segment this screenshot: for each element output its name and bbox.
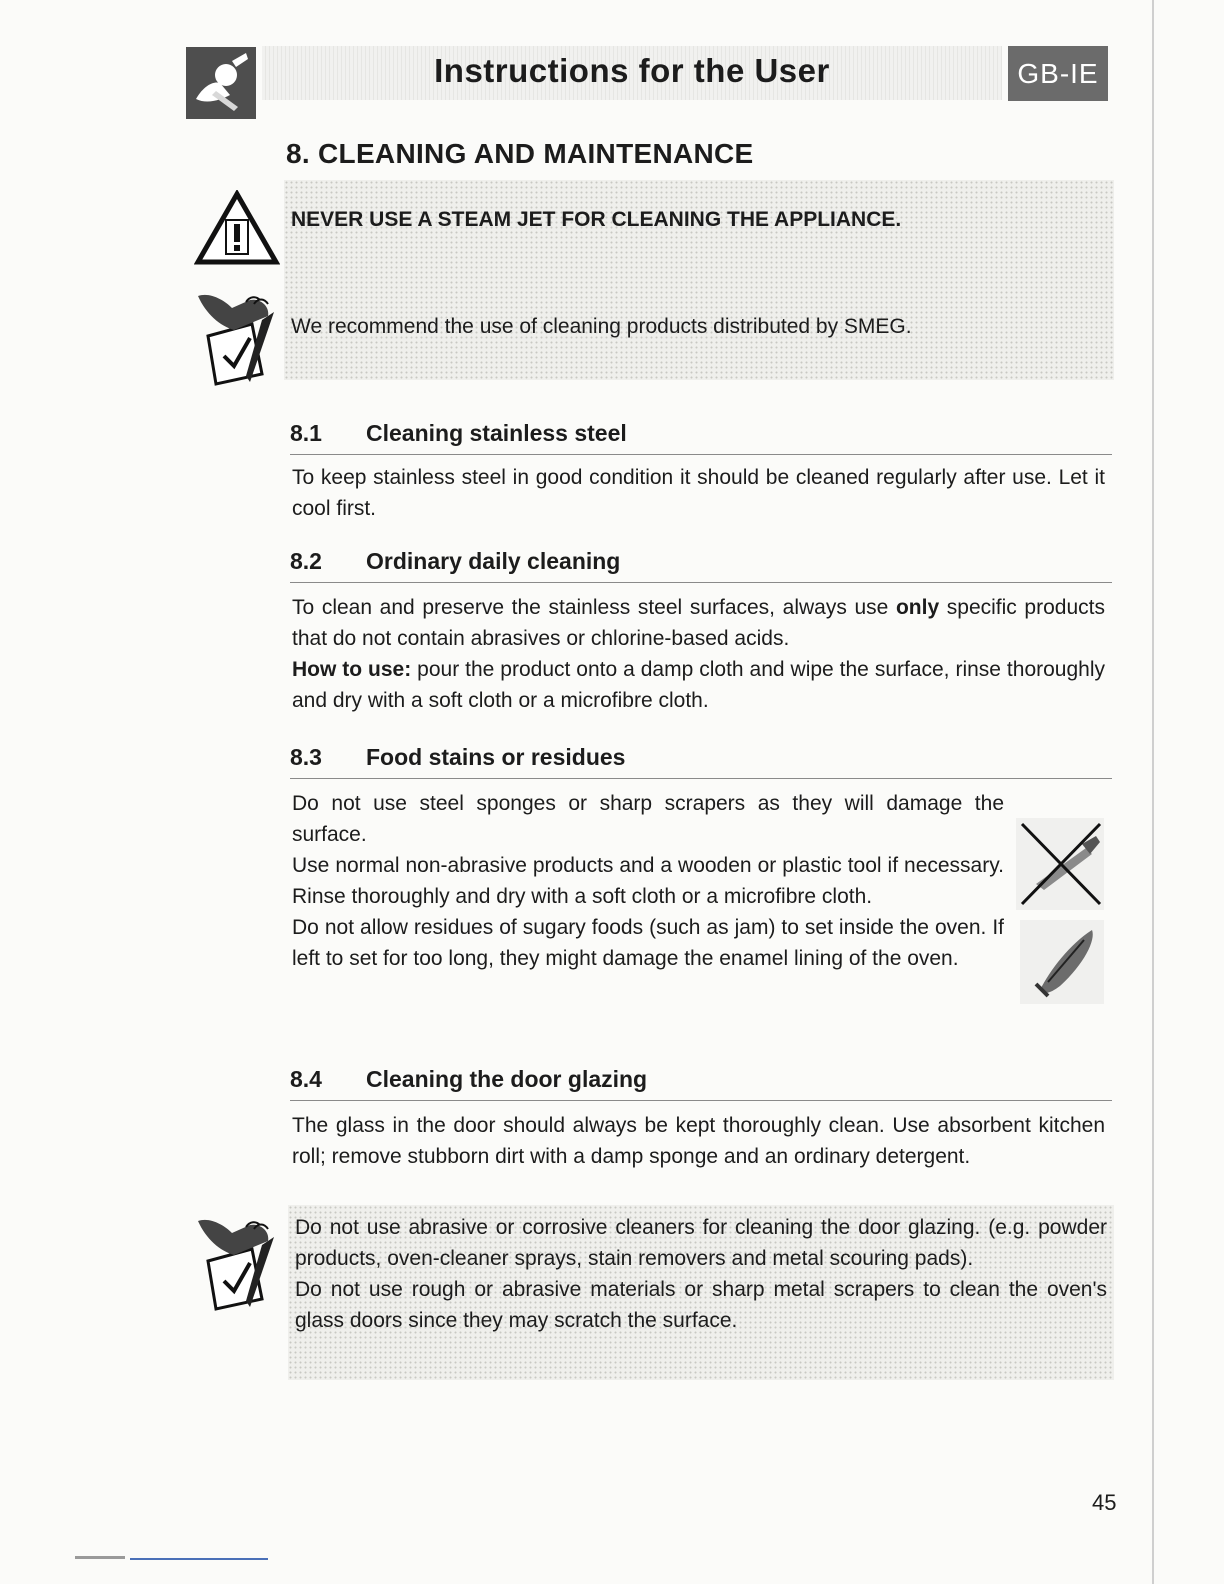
section-8-1-heading <box>290 420 1112 455</box>
paragraph: Do not use abrasive or corrosive cleaners for cleaning the door glazing. (e.g. powder products, oven-cleaner sprays, stain removers and metal scouring pads). <box>295 1216 1107 1270</box>
paragraph: Use normal non-abrasive products and a wooden or plastic tool if necessary. Rinse thoroughly and dry with a soft cloth or a microfibre cloth. <box>292 854 1004 908</box>
recommend-smeg-note: We recommend the use of cleaning products distributed by SMEG. <box>291 315 912 338</box>
steam-jet-warning: NEVER USE A STEAM JET FOR CLEANING THE APPLIANCE. <box>291 208 902 231</box>
paragraph: Do not allow residues of sugary foods (such as jam) to set inside the oven. If left to set for too long, they might damage the enamel lining of the oven. <box>292 916 1004 970</box>
section-title: Food stains or residues <box>366 744 626 770</box>
section-number: 8.4 <box>290 1066 322 1092</box>
page-edge <box>1152 0 1154 1584</box>
header-title: Instructions for the User <box>434 52 830 89</box>
paragraph: To keep stainless steel in good condition it should be cleaned regularly after use. Let it cool first. <box>292 466 1105 520</box>
paragraph <box>292 592 1105 654</box>
section-8-1-text <box>292 462 1105 524</box>
text: specific products that do not contain abrasives or chlorine-based acids. <box>292 596 1105 650</box>
text: To clean and preserve the stainless steel surfaces, always use <box>292 596 896 619</box>
section-title: Ordinary daily cleaning <box>366 548 621 574</box>
hand-check-note-icon <box>190 1215 282 1311</box>
sponge-icon <box>1020 920 1104 1004</box>
door-glazing-note-text <box>295 1212 1107 1336</box>
section-8-4-text <box>292 1110 1105 1172</box>
section-8-3-heading <box>290 744 1112 779</box>
paragraph: Do not use rough or abrasive materials or sharp metal scrapers to clean the oven's glass doors since they may scratch the surface. <box>295 1278 1107 1332</box>
warning-triangle-icon <box>194 190 280 266</box>
section-8-2-heading <box>290 548 1112 583</box>
chapter-title: 8. CLEANING AND MAINTENANCE <box>286 138 754 169</box>
footer-rule <box>130 1558 268 1560</box>
section-8-3-text <box>292 788 1004 974</box>
paragraph <box>292 654 1105 716</box>
paragraph: The glass in the door should always be kept thoroughly clean. Use absorbent kitchen roll; remove stubborn dirt with a damp sponge and an ordinary detergent. <box>292 1114 1105 1168</box>
tools-logo-icon <box>186 47 256 119</box>
section-title: Cleaning the door glazing <box>366 1066 648 1092</box>
text: pour the product onto a damp cloth and wipe the surface, rinse thoroughly and dry with a soft cloth or a microfibre cloth. <box>292 658 1105 712</box>
how-to-use-label: How to use: <box>292 658 412 681</box>
section-8-2-text <box>292 592 1105 716</box>
emphasis-only: only <box>895 596 940 619</box>
section-number: 8.3 <box>290 744 322 770</box>
language-badge: GB-IE <box>1008 46 1108 101</box>
paragraph: Do not use steel sponges or sharp scrapers as they will damage the surface. <box>292 792 1004 846</box>
hand-check-note-icon <box>190 290 282 386</box>
crossed-scraper-icon <box>1016 818 1104 910</box>
section-8-4-heading <box>290 1066 1112 1101</box>
section-number: 8.2 <box>290 548 322 574</box>
page-number: 45 <box>1092 1490 1117 1515</box>
section-number: 8.1 <box>290 420 322 446</box>
scan-mark <box>75 1556 125 1559</box>
section-title: Cleaning stainless steel <box>366 420 627 446</box>
